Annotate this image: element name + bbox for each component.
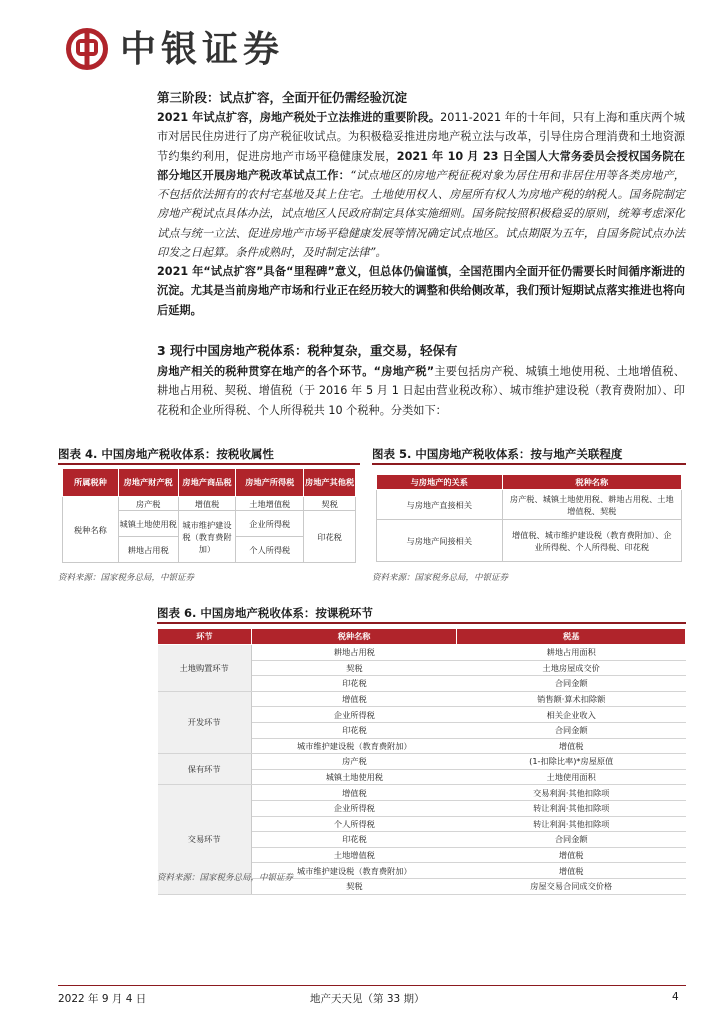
fig5-table bbox=[376, 474, 682, 562]
fig6-tax-cell: 个人所得税 bbox=[251, 816, 457, 832]
fig5-source: 资料来源：国家税务总局，中银证券 bbox=[372, 573, 509, 583]
bank-of-china-logo-icon bbox=[66, 28, 108, 70]
fig6-base-cell: 合同金额 bbox=[457, 676, 686, 692]
fig6-rule bbox=[157, 622, 686, 624]
fig6-header-cell: 税种名称 bbox=[251, 629, 457, 645]
paragraph-tax-overview bbox=[157, 362, 685, 420]
paragraph-pilot-expansion bbox=[157, 108, 685, 262]
fig5-header-cell: 税种名称 bbox=[502, 475, 681, 490]
text-run: 2011-2021 年的十年间，只有上海和重庆两个城市对居民住房进行了房产税征收试点。为积极稳妥推进房地产税立法与改革，引导住房合理消费和土地资源节约集约利用，促进房地产市场平稳健康发展， bbox=[157, 111, 685, 163]
page-number: 4 bbox=[672, 991, 679, 1003]
fig6-row bbox=[158, 645, 686, 661]
fig6-base-cell: 转让利润·其他扣除项 bbox=[457, 816, 686, 832]
text-run: 2021 年 10 月 23 日全国人大常务委员会授权国务院在部分地区开展房地产税改革试点工作： bbox=[157, 149, 685, 182]
fig5-rule bbox=[372, 463, 686, 465]
fig6-row bbox=[158, 754, 686, 770]
fig6-tax-cell: 房产税 bbox=[251, 754, 457, 770]
fig4-row-label: 税种名称 bbox=[63, 497, 119, 563]
fig6-base-cell: 增值税 bbox=[457, 738, 686, 754]
footer-rule bbox=[58, 985, 686, 986]
fig6-header-cell: 环节 bbox=[158, 629, 252, 645]
fig6-tax-cell: 契税 bbox=[251, 878, 457, 894]
fig6-tax-cell: 耕地占用税 bbox=[251, 645, 457, 661]
fig6-tax-cell: 印花税 bbox=[251, 832, 457, 848]
fig6-base-cell: (1-扣除比率)*房屋原值 bbox=[457, 754, 686, 770]
fig5-title: 图表 5. 中国房地产税收体系：按与地产关联程度 bbox=[372, 447, 623, 461]
paragraph-milestone: 2021 年“试点扩容”具备“里程碑”意义，但总体仍偏谨慎，全国范围内全面开征仍需要长时间循序渐进的沉淀。尤其是当前房地产市场和行业正在经历较大的调整和供给侧改革，我们预计短期试点落实推进也将向后延期。 bbox=[157, 265, 685, 317]
fig4-cell: 印花税 bbox=[304, 511, 356, 563]
footer-date: 2022 年 9 月 4 日 bbox=[58, 993, 147, 1005]
fig6-tax-cell: 土地增值税 bbox=[251, 847, 457, 863]
text-run: “试点地区的房地产税征税对象为居住用和非居住用等各类房地产，不包括依法拥有的农村宅基地及其上住宅。土地使用权人、房屋所有权人为房地产税的纳税人。国务院制定房地产税试点具体办法，试点地区人民政府制定具体实施细则。国务院按照积极稳妥的原则，统筹考虑深化试点与统一立法、促进房地产市场平稳健康发展等情况确定试点地区。试点期限为五年，自国务院试点办法印发之日起算。条件成熟时，及时制定法律”。 bbox=[157, 168, 685, 260]
fig6-stage-cell: 土地购置环节 bbox=[158, 645, 252, 692]
fig6-tax-cell: 契税 bbox=[251, 660, 457, 676]
footer-title: 地产天天见（第 33 期） bbox=[310, 993, 425, 1005]
fig4-cell: 房产税 bbox=[118, 497, 178, 511]
fig6-tax-cell: 增值税 bbox=[251, 691, 457, 707]
fig4-cell: 个人所得税 bbox=[236, 537, 304, 563]
fig6-base-cell: 土地房屋成交价 bbox=[457, 660, 686, 676]
fig4-cell: 契税 bbox=[304, 497, 356, 511]
text-run: 2021 年试点扩容，房地产税处于立法推进的重要阶段。 bbox=[157, 111, 441, 124]
fig4-header-cell: 房地产所得税 bbox=[236, 469, 304, 497]
fig6-base-cell: 转让利润·其他扣除项 bbox=[457, 800, 686, 816]
section-heading: 第三阶段：试点扩容，全面开征仍需经验沉淀 bbox=[157, 90, 408, 105]
fig6-stage-cell: 保有环节 bbox=[158, 754, 252, 785]
fig6-base-cell: 销售额·算术扣除额 bbox=[457, 691, 686, 707]
fig6-base-cell: 合同金额 bbox=[457, 722, 686, 738]
fig5-relation-cell: 与房地产间接相关 bbox=[377, 520, 503, 562]
fig6-base-cell: 耕地占用面积 bbox=[457, 645, 686, 661]
fig6-base-cell: 土地使用面积 bbox=[457, 769, 686, 785]
fig6-base-cell: 交易利润·其他扣除项 bbox=[457, 785, 686, 801]
fig6-tax-cell: 城市维护建设税（教育费附加） bbox=[251, 738, 457, 754]
fig4-header-cell: 房地产财产税 bbox=[118, 469, 178, 497]
fig4-header-cell: 房地产其他税 bbox=[304, 469, 356, 497]
fig5-relation-cell: 与房地产直接相关 bbox=[377, 490, 503, 520]
fig6-tax-cell: 印花税 bbox=[251, 676, 457, 692]
fig4-table bbox=[62, 468, 356, 563]
fig6-tax-cell: 企业所得税 bbox=[251, 707, 457, 723]
fig4-cell: 耕地占用税 bbox=[118, 537, 178, 563]
fig5-taxes-cell: 房产税、城镇土地使用税、耕地占用税、土地增值税、契税 bbox=[502, 490, 681, 520]
fig5-header-cell: 与房地产的关系 bbox=[377, 475, 503, 490]
fig6-base-cell: 房屋交易合同成交价格 bbox=[457, 878, 686, 894]
fig4-title: 图表 4. 中国房地产税收体系：按税收属性 bbox=[58, 447, 274, 461]
fig4-cell: 企业所得税 bbox=[236, 511, 304, 537]
fig6-source: 资料来源：国家税务总局，中银证券 bbox=[157, 873, 294, 883]
fig6-row bbox=[158, 691, 686, 707]
fig4-source: 资料来源：国家税务总局，中银证券 bbox=[58, 573, 195, 583]
fig6-base-cell: 相关企业收入 bbox=[457, 707, 686, 723]
fig6-tax-cell: 增值税 bbox=[251, 785, 457, 801]
fig6-header-cell: 税基 bbox=[457, 629, 686, 645]
fig4-cell: 土地增值税 bbox=[236, 497, 304, 511]
fig6-stage-cell: 开发环节 bbox=[158, 691, 252, 753]
fig6-tax-cell: 企业所得税 bbox=[251, 800, 457, 816]
fig4-header-cell: 房地产商品税 bbox=[178, 469, 236, 497]
text-run: “房地产税” bbox=[373, 365, 435, 378]
fig4-cell: 增值税 bbox=[178, 497, 236, 511]
fig6-tax-cell: 城市维护建设税（教育费附加） bbox=[251, 863, 457, 879]
brand-name: 中银证券 bbox=[120, 28, 285, 70]
fig6-tax-cell: 印花税 bbox=[251, 722, 457, 738]
fig6-row bbox=[158, 785, 686, 801]
fig5-taxes-cell: 增值税、城市维护建设税（教育费附加）、企业所得税、个人所得税、印花税 bbox=[502, 520, 681, 562]
fig6-table bbox=[157, 628, 686, 895]
fig6-stage-cell: 交易环节 bbox=[158, 785, 252, 894]
section3-heading: 3 现行中国房地产税体系：税种复杂，重交易，轻保有 bbox=[157, 343, 458, 358]
fig6-tax-cell: 城镇土地使用税 bbox=[251, 769, 457, 785]
fig6-title: 图表 6. 中国房地产税收体系：按课税环节 bbox=[157, 606, 373, 620]
fig6-base-cell: 增值税 bbox=[457, 847, 686, 863]
fig4-rule bbox=[58, 463, 360, 465]
fig6-base-cell: 合同金额 bbox=[457, 832, 686, 848]
fig4-header-cell: 所属税种 bbox=[63, 469, 119, 497]
text-run: 房地产相关的税种贯穿在地产的各个环节。 bbox=[157, 365, 374, 378]
fig6-base-cell: 增值税 bbox=[457, 863, 686, 879]
text-run: 主要包括房产税、城镇土地使用税、土地增值税、耕地占用税、契税、增值税（于 2016 年 5 月 1 日起由营业税改称）、城市维护建设税（教育费附加）、印花税和企业所得税、个人所得税共 10 个税种。分类如下： bbox=[157, 365, 685, 417]
fig4-cell: 城市维护建设税（教育费附加） bbox=[178, 511, 236, 563]
fig4-cell: 城镇土地使用税 bbox=[118, 511, 178, 537]
brand-logo bbox=[66, 27, 284, 71]
